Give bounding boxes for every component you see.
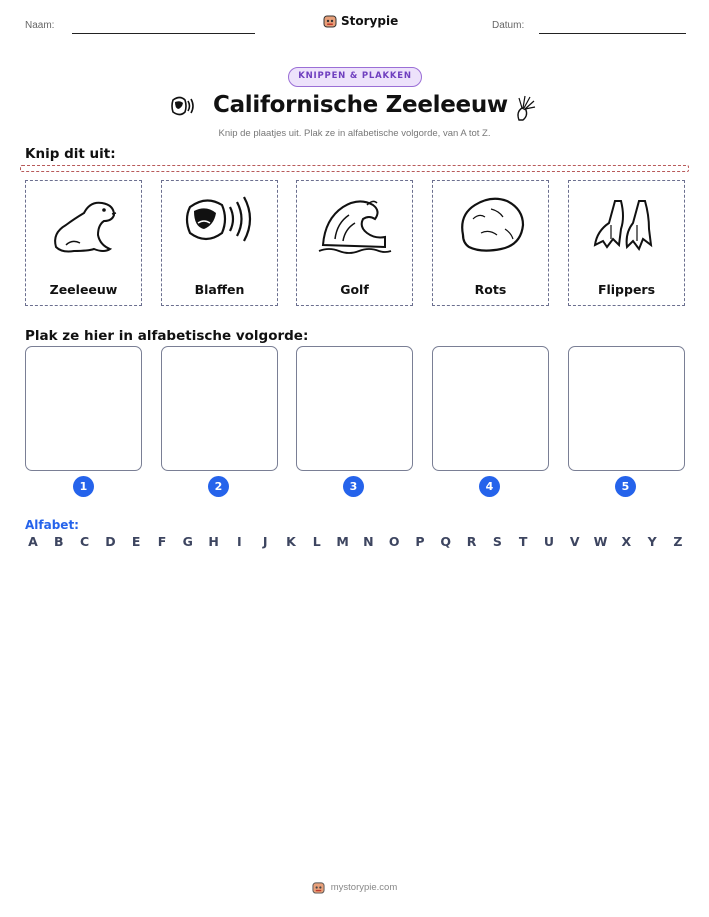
cut-line <box>20 165 689 172</box>
storypie-logo-icon <box>323 14 337 28</box>
alphabet-letter: C <box>80 534 90 549</box>
date-line[interactable] <box>539 33 686 34</box>
alphabet-letter: N <box>363 534 374 549</box>
alphabet-letter: P <box>415 534 425 549</box>
alphabet-letter: J <box>262 534 268 549</box>
card-barking[interactable] <box>161 180 278 306</box>
alphabet-letter: Y <box>647 534 657 549</box>
paste-slot-1[interactable] <box>25 346 142 471</box>
alphabet-letter: Q <box>440 534 452 549</box>
alphabet-letter: X <box>621 534 632 549</box>
alphabet-row <box>25 534 686 549</box>
card-label: Golf <box>340 282 369 297</box>
alphabet-letter: A <box>28 534 38 549</box>
alphabet-letter: H <box>208 534 219 549</box>
alphabet-letter: L <box>312 534 321 549</box>
card-rock[interactable] <box>432 180 549 306</box>
alphabet-letter: D <box>105 534 116 549</box>
alphabet-letter: V <box>569 534 580 549</box>
page-title: Californische Zeeleeuw <box>213 92 508 118</box>
alphabet-letter: Z <box>673 534 683 549</box>
alphabet-letter: U <box>543 534 555 549</box>
wave-icon <box>315 189 395 259</box>
rock-icon <box>451 189 531 259</box>
card-sea-lion[interactable] <box>25 180 142 306</box>
barking-mouth-icon <box>170 94 196 118</box>
flippers-icon <box>587 189 667 259</box>
alphabet-letter: M <box>336 534 349 549</box>
slot-number-4: 4 <box>479 476 500 497</box>
alphabet-letter: I <box>237 534 242 549</box>
card-label: Flippers <box>597 282 656 297</box>
paste-slot-4[interactable] <box>432 346 549 471</box>
card-flippers[interactable] <box>568 180 685 306</box>
paste-slot-3[interactable] <box>296 346 413 471</box>
slot-number-3: 3 <box>343 476 364 497</box>
alphabet-letter: G <box>182 534 193 549</box>
brand-name: Storypie <box>341 14 399 28</box>
card-label: Zeeleeuw <box>49 282 118 297</box>
card-label: Blaffen <box>194 282 245 297</box>
card-wave[interactable] <box>296 180 413 306</box>
alphabet-letter: E <box>131 534 141 549</box>
sea-anemone-icon <box>513 92 537 122</box>
slot-number-2: 2 <box>208 476 229 497</box>
paste-slot-2[interactable] <box>161 346 278 471</box>
alphabet-title: Alfabet: <box>25 518 79 532</box>
alphabet-letter: B <box>54 534 64 549</box>
activity-badge: KNIPPEN & PLAKKEN <box>288 67 422 87</box>
date-label: Datum: <box>492 20 525 31</box>
footer <box>0 881 709 894</box>
alphabet-letter: O <box>388 534 400 549</box>
alphabet-letter: K <box>286 534 296 549</box>
alphabet-letter: F <box>157 534 167 549</box>
name-label: Naam: <box>25 20 55 31</box>
brand <box>323 14 398 28</box>
cut-heading: Knip dit uit: <box>25 146 116 162</box>
paste-slot-5[interactable] <box>568 346 685 471</box>
sea-lion-icon <box>44 189 124 259</box>
title-row <box>0 92 709 122</box>
alphabet-letter: S <box>492 534 502 549</box>
slot-number-5: 5 <box>615 476 636 497</box>
alphabet-letter: T <box>518 534 528 549</box>
card-label: Rots <box>474 282 507 297</box>
name-line[interactable] <box>72 33 255 34</box>
barking-mouth-icon <box>180 189 260 259</box>
paste-heading: Plak ze hier in alfabetische volgorde: <box>25 328 309 344</box>
alphabet-letter: W <box>593 534 608 549</box>
alphabet-letter: R <box>466 534 477 549</box>
storypie-logo-icon <box>312 881 325 894</box>
footer-site[interactable]: mystorypie.com <box>330 882 398 893</box>
slot-number-1: 1 <box>73 476 94 497</box>
instructions: Knip de plaatjes uit. Plak ze in alfabetische volgorde, van A tot Z. <box>218 128 491 139</box>
